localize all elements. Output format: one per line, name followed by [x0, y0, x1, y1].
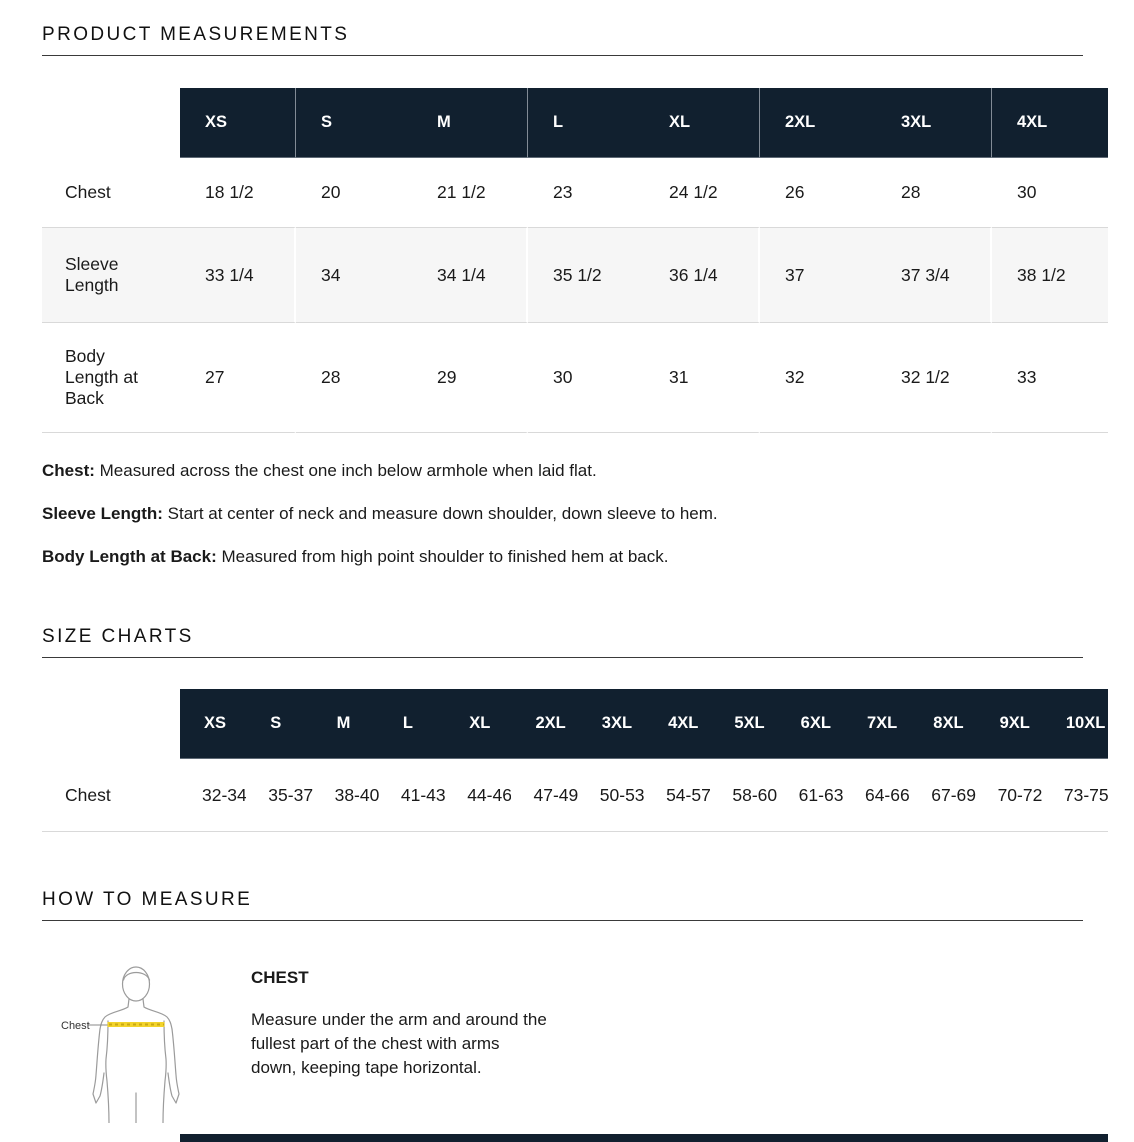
measurement-cell: 31	[644, 323, 760, 433]
measurement-cell: 18 1/2	[180, 158, 296, 228]
size-column-header: XL	[445, 689, 511, 759]
size-column-header: 6XL	[777, 689, 843, 759]
size-range-cell: 58-60	[710, 759, 776, 832]
size-range-cell: 54-57	[644, 759, 710, 832]
measurement-cell: 28	[296, 323, 412, 433]
next-table-header-partial	[180, 1134, 1108, 1142]
size-range-cell: 61-63	[777, 759, 843, 832]
table-row-body-length	[42, 323, 1108, 433]
note-text: Measured across the chest one inch below armhole when laid flat.	[94, 461, 597, 480]
size-range-cell: 44-46	[445, 759, 511, 832]
note-text: Start at center of neck and measure down shoulder, down sleeve to hem.	[162, 504, 718, 523]
row-label: Body Length at Back	[42, 323, 180, 433]
how-to-measure-section	[42, 889, 1134, 1123]
measurement-cell: 35 1/2	[528, 228, 644, 323]
size-column-header: M	[313, 689, 379, 759]
measurement-cell: 27	[180, 323, 296, 433]
figure-hair	[124, 973, 150, 981]
size-column-header: 2XL	[760, 88, 876, 158]
note-sleeve-length	[42, 502, 1134, 526]
figure-chest-label: Chest	[61, 1020, 90, 1032]
figure-left-arm	[93, 1029, 104, 1103]
measurement-cell: 29	[412, 323, 528, 433]
size-column-header: 8XL	[909, 689, 975, 759]
row-label: Sleeve Length	[42, 228, 180, 323]
size-range-cell: 70-72	[976, 759, 1042, 832]
measurement-cell: 38 1/2	[992, 228, 1108, 323]
size-range-cell: 38-40	[313, 759, 379, 832]
size-column-header: 4XL	[992, 88, 1108, 158]
measurement-cell: 23	[528, 158, 644, 228]
how-to-measure-title: HOW TO MEASURE	[42, 889, 1083, 921]
measurement-cell: 30	[992, 158, 1108, 228]
figure-left-torso	[106, 1021, 109, 1123]
size-column-header: 5XL	[710, 689, 776, 759]
header-corner-cell	[42, 689, 180, 759]
measurement-cell: 37	[760, 228, 876, 323]
size-column-header: 4XL	[644, 689, 710, 759]
table-row-sleeve-length	[42, 228, 1108, 323]
size-range-cell: 41-43	[379, 759, 445, 832]
table-row-chest	[42, 158, 1108, 228]
measurement-cell: 34	[296, 228, 412, 323]
header-corner-cell	[42, 88, 180, 158]
size-header-row	[42, 88, 1108, 158]
measurement-cell: 32 1/2	[876, 323, 992, 433]
measure-item-description: Measure under the arm and around the fullest part of the chest with arms down, keeping tape horizontal.	[251, 1010, 547, 1077]
size-column-header: M	[412, 88, 528, 158]
measurement-cell: 33	[992, 323, 1108, 433]
size-column-header: 7XL	[843, 689, 909, 759]
figure-right-torso	[163, 1021, 166, 1123]
size-column-header: 3XL	[876, 88, 992, 158]
size-charts-section	[42, 626, 1134, 832]
measurement-cell: 36 1/4	[644, 228, 760, 323]
size-range-cell: 67-69	[909, 759, 975, 832]
row-label: Chest	[42, 759, 180, 832]
size-range-cell: 47-49	[511, 759, 577, 832]
size-range-cell: 73-75	[1042, 759, 1108, 832]
note-term: Sleeve Length:	[42, 504, 163, 523]
measurement-cell: 30	[528, 323, 644, 433]
measure-item-title: CHEST	[251, 968, 309, 987]
size-charts-title: SIZE CHARTS	[42, 626, 1083, 658]
size-range-cell: 35-37	[246, 759, 312, 832]
size-column-header: S	[246, 689, 312, 759]
product-measurements-section	[42, 24, 1134, 569]
table-row-chest-range	[42, 759, 1108, 832]
size-column-header: L	[379, 689, 445, 759]
body-outline-figure	[60, 963, 205, 1123]
size-range-cell: 64-66	[843, 759, 909, 832]
figure-right-arm	[168, 1029, 179, 1103]
note-term: Chest:	[42, 461, 95, 480]
size-column-header: 2XL	[511, 689, 577, 759]
measurement-cell: 32	[760, 323, 876, 433]
measurement-notes	[42, 459, 1134, 569]
size-column-header: L	[528, 88, 644, 158]
size-column-header: S	[296, 88, 412, 158]
how-to-measure-text	[251, 963, 547, 1080]
note-body-length	[42, 545, 1134, 569]
how-to-measure-content	[42, 963, 1134, 1123]
product-measurements-title: PRODUCT MEASUREMENTS	[42, 24, 1083, 56]
measurement-cell: 28	[876, 158, 992, 228]
measurement-cell: 24 1/2	[644, 158, 760, 228]
size-charts-table	[42, 689, 1108, 832]
size-column-header: XL	[644, 88, 760, 158]
measurement-cell: 21 1/2	[412, 158, 528, 228]
measurement-cell: 33 1/4	[180, 228, 296, 323]
note-chest	[42, 459, 1134, 483]
size-range-cell: 50-53	[578, 759, 644, 832]
measurement-cell: 26	[760, 158, 876, 228]
size-column-header: 10XL	[1042, 689, 1108, 759]
size-header-row	[42, 689, 1108, 759]
measurement-cell: 20	[296, 158, 412, 228]
size-column-header: 9XL	[976, 689, 1042, 759]
measurement-cell: 34 1/4	[412, 228, 528, 323]
measurement-cell: 37 3/4	[876, 228, 992, 323]
note-text: Measured from high point shoulder to finished hem at back.	[216, 547, 669, 566]
size-range-cell: 32-34	[180, 759, 246, 832]
row-label: Chest	[42, 158, 180, 228]
size-column-header: 3XL	[578, 689, 644, 759]
size-column-header: XS	[180, 88, 296, 158]
size-column-header: XS	[180, 689, 246, 759]
note-term: Body Length at Back:	[42, 547, 217, 566]
product-measurements-table	[42, 88, 1108, 433]
